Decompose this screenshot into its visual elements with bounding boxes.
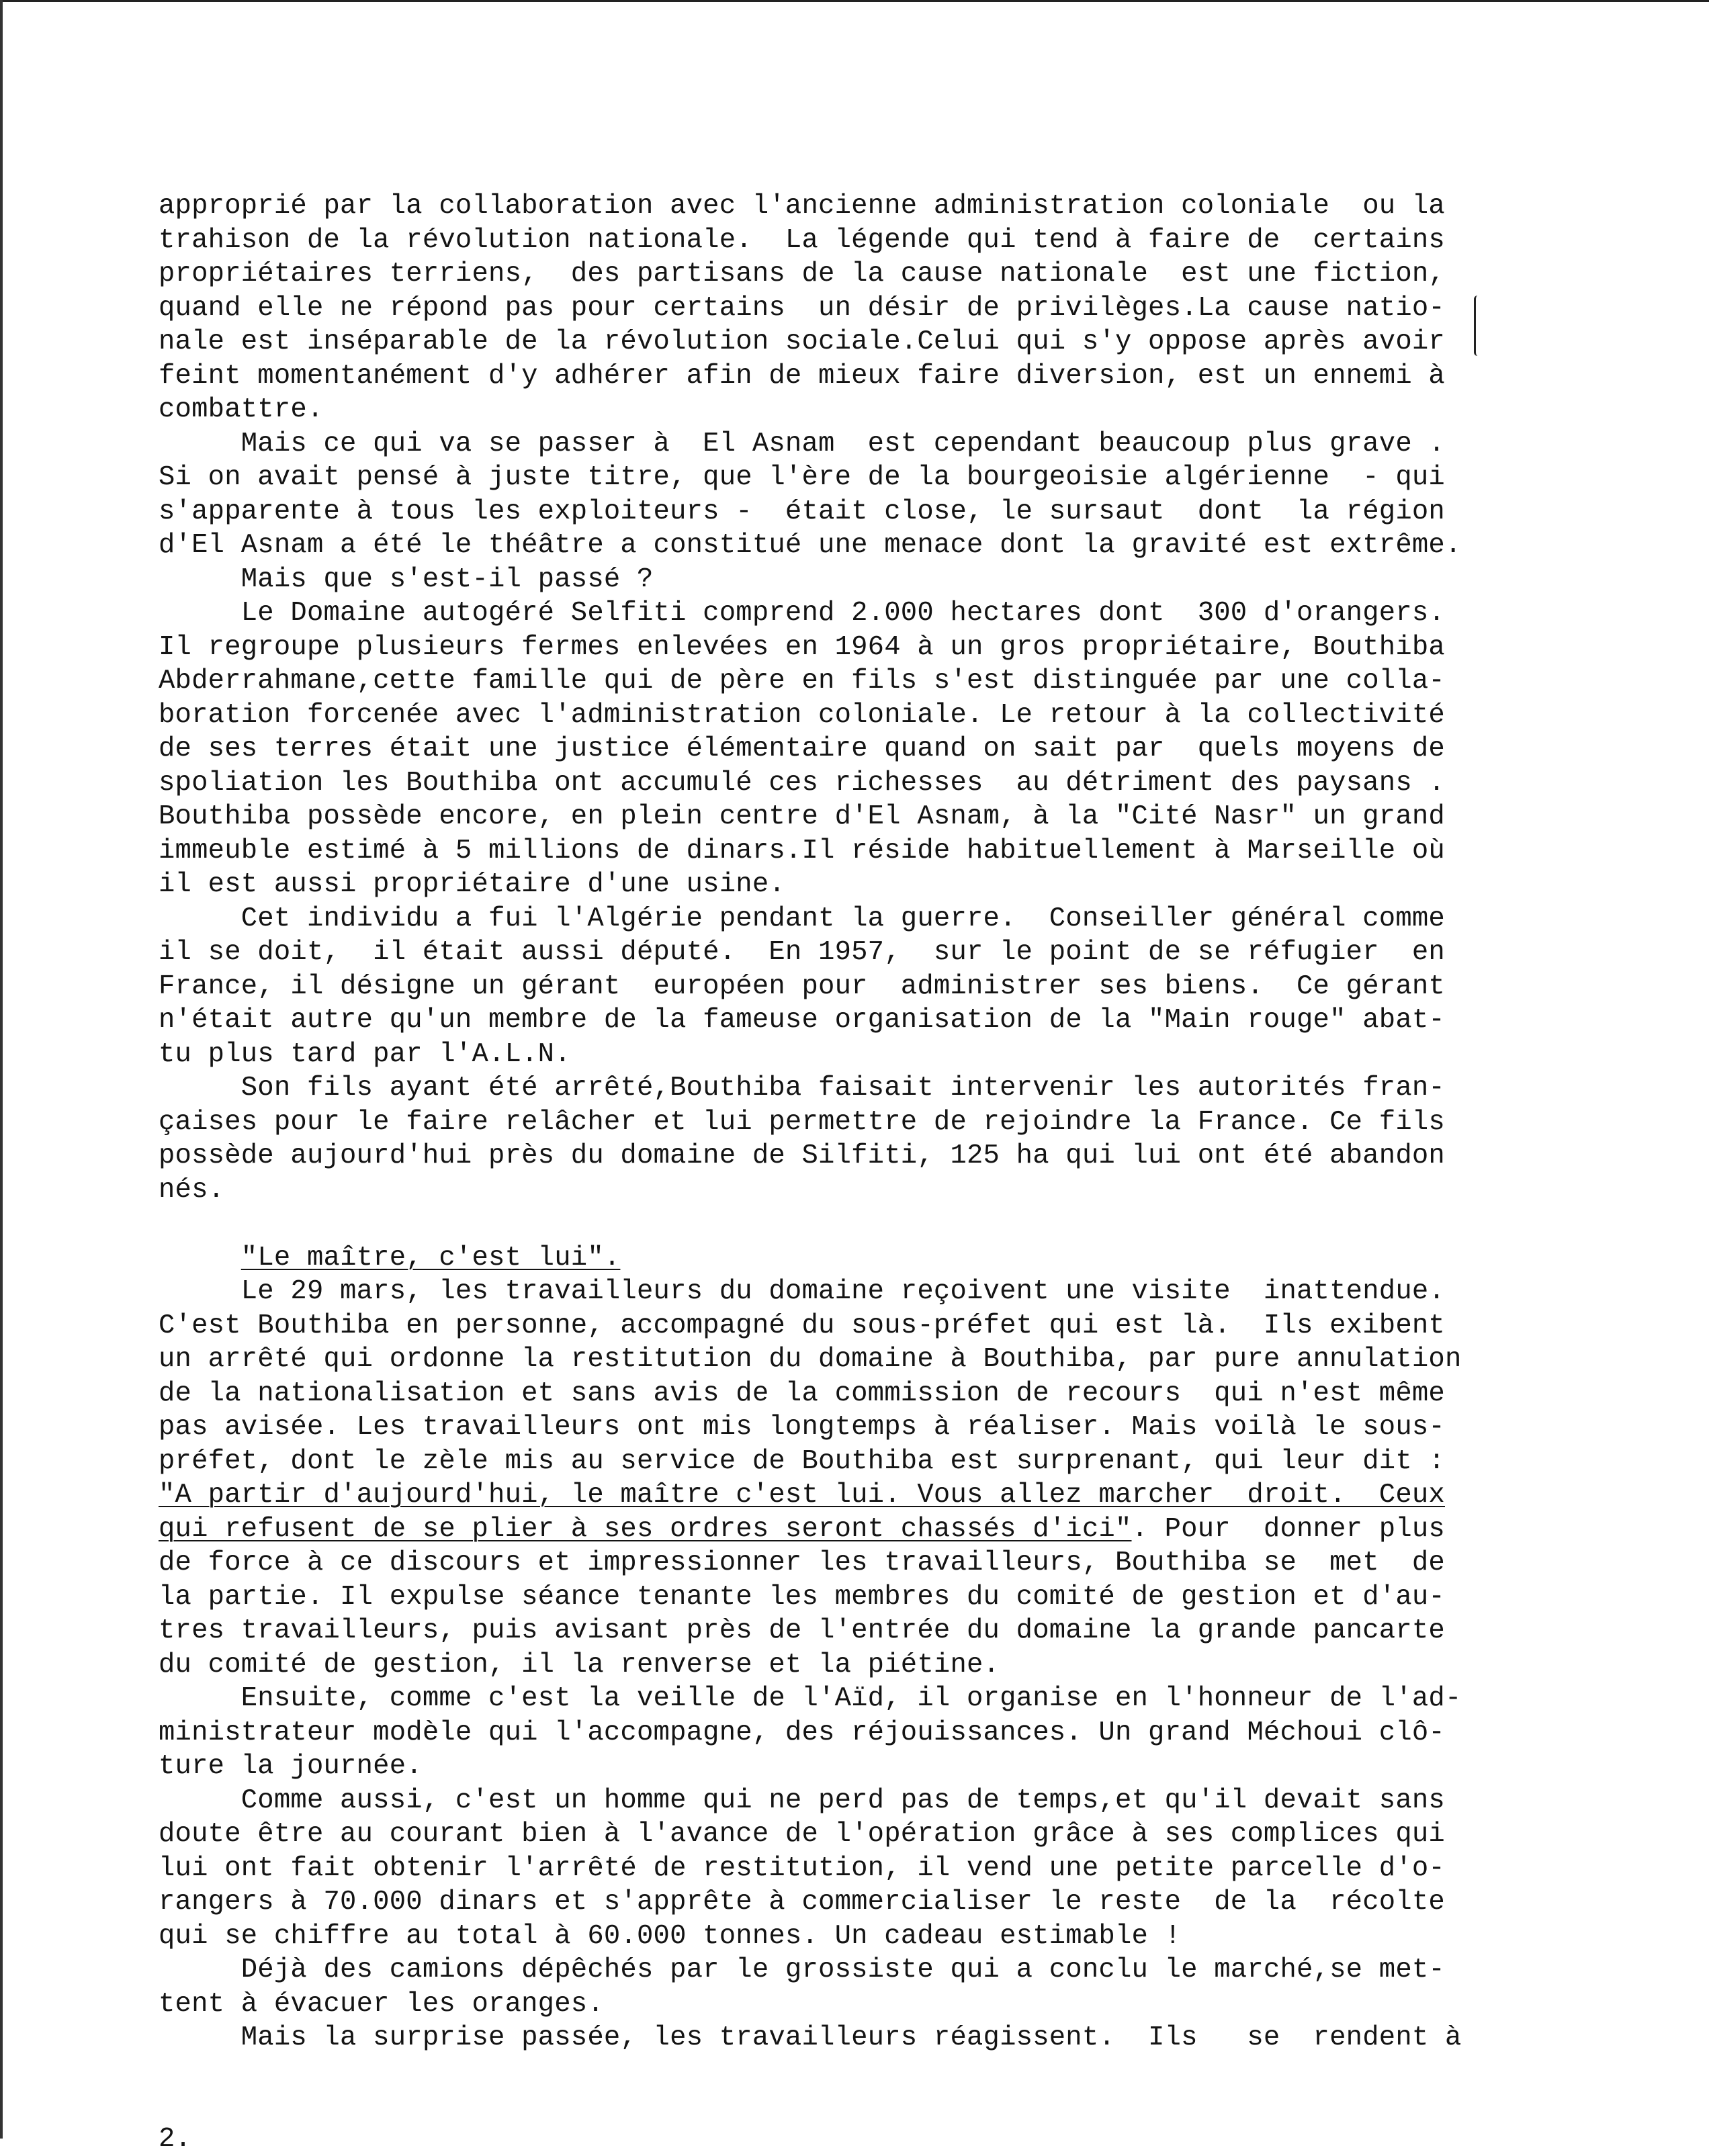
paragraph: [159, 427, 1502, 563]
text-line: Cet individu a fui l'Algérie pendant la guerre. Conseiller général comme: [159, 903, 1445, 934]
text-line: de ses terres était une justice élémentaire quand on sait par quels moyens de: [159, 733, 1445, 764]
text-line: feint momentanément d'y adhérer afin de mieux faire diversion, est un ennemi à: [159, 360, 1445, 392]
paragraph: [159, 1953, 1502, 2021]
text-line: d'El Asnam a été le théâtre a constitué une menace dont la gravité est extrême.: [159, 530, 1462, 561]
text-line: la partie. Il expulse séance tenante les membres du comité de gestion et d'au-: [159, 1581, 1445, 1613]
text-line: de la nationalisation et sans avis de la commission de recours qui n'est même: [159, 1378, 1445, 1409]
paragraph: [159, 1275, 1502, 1478]
text-line: approprié par la collaboration avec l'ancienne administration coloniale ou la: [159, 191, 1445, 222]
text-line: Il regroupe plusieurs fermes enlevées en 1964 à un gros propriétaire, Bouthiba: [159, 631, 1445, 663]
text-line: préfet, dont le zèle mis au service de Bouthiba est surprenant, qui leur dit :: [159, 1445, 1445, 1477]
text-line: nale est inséparable de la révolution sociale.Celui qui s'y oppose après avoir: [159, 326, 1445, 357]
page-number: 2.: [159, 2124, 191, 2155]
text-line: un arrêté qui ordonne la restitution du domaine à Bouthiba, par pure annulation: [159, 1344, 1462, 1375]
text-line: Si on avait pensé à juste titre, que l'ère de la bourgeoisie algérienne - qui: [159, 462, 1445, 493]
text-line: possède aujourd'hui près du domaine de Silfiti, 125 ha qui lui ont été abandon: [159, 1140, 1445, 1171]
text-line: combattre.: [159, 394, 324, 425]
text-line: trahison de la révolution nationale. La légende qui tend à faire de certains: [159, 224, 1445, 256]
text-line: du comité de gestion, il la renverse et la piétine.: [159, 1649, 1000, 1680]
text-line: tu plus tard par l'A.L.N.: [159, 1038, 571, 1070]
paragraph: [159, 596, 1502, 902]
text-line: quand elle ne répond pas pour certains un désir de privilèges.La cause natio-: [159, 292, 1445, 324]
text-line: France, il désigne un gérant européen pour administrer ses biens. Ce gérant: [159, 971, 1445, 1002]
quote-line: [159, 1513, 1502, 1547]
text-line: de force à ce discours et impressionner les travailleurs, Bouthiba se met de: [159, 1547, 1445, 1578]
text-line: n'était autre qu'un membre de la fameuse organisation de la "Main rouge" abat-: [159, 1005, 1445, 1036]
text-line: çaises pour le faire relâcher et lui permettre de rejoindre la France. Ce fils: [159, 1106, 1445, 1138]
text-line: propriétaires terriens, des partisans de la cause nationale est une fiction,: [159, 259, 1445, 289]
text-line: Comme aussi, c'est un homme qui ne perd pas de temps,et qu'il devait sans: [159, 1785, 1445, 1816]
text-line: qui se chiffre au total à 60.000 tonnes. Un cadeau estimable !: [159, 1920, 1182, 1952]
blank-line: [159, 1207, 1502, 1241]
text-line: C'est Bouthiba en personne, accompagné du sous-préfet qui est là. Ils exibent: [159, 1310, 1445, 1341]
paragraph: [159, 1784, 1502, 1954]
text-line: immeuble estimé à 5 millions de dinars.Il réside habituellement à Marseille où: [159, 835, 1445, 866]
text-line: rangers à 70.000 dinars et s'apprête à commercialiser le reste de la récolte: [159, 1887, 1445, 1918]
text-line: doute être au courant bien à l'avance de l'opération grâce à ses complices qui: [159, 1819, 1445, 1850]
text-line: Le Domaine autogéré Selfiti comprend 2.000 hectares dont 300 d'orangers.: [159, 598, 1445, 629]
text-line: pas avisée. Les travailleurs ont mis longtemps à réaliser. Mais voilà le sous-: [159, 1412, 1445, 1443]
text-line: il se doit, il était aussi député. En 1957, sur le point de se réfugier en: [159, 937, 1445, 968]
text-line: tent à évacuer les oranges.: [159, 1988, 604, 2020]
paragraph: [159, 902, 1502, 1072]
text-line: Bouthiba possède encore, en plein centre d'El Asnam, à la "Cité Nasr" un grand: [159, 801, 1445, 832]
text-line: nés.: [159, 1174, 225, 1206]
text-line: Son fils ayant été arrêté,Bouthiba faisait intervenir les autorités fran-: [159, 1073, 1445, 1104]
text-line: Mais que s'est-il passé ?: [159, 564, 654, 595]
page-top-edge: [0, 0, 1709, 7]
text-line: s'apparente à tous les exploiteurs - était close, le sursaut dont la région: [159, 496, 1445, 527]
text-line: Mais la surprise passée, les travailleurs réagissent. Ils se rendent à: [159, 2022, 1462, 2053]
section-heading-text: "Le maître, c'est lui".: [240, 1242, 621, 1273]
text-line: ministrateur modèle qui l'accompagne, des réjouissances. Un grand Méchoui clô-: [159, 1717, 1445, 1748]
paragraph: [159, 1071, 1502, 1207]
text-line: lui ont fait obtenir l'arrêté de restitution, il vend une petite parcelle d'o-: [159, 1852, 1445, 1884]
paragraph: [159, 1546, 1502, 1682]
text-line: Le 29 mars, les travailleurs du domaine reçoivent une visite inattendue.: [159, 1276, 1445, 1307]
quote-trailing-text: . Pour donner plus: [1131, 1513, 1445, 1545]
paragraph: [159, 2021, 1502, 2055]
paragraph: [159, 189, 1502, 427]
page-left-edge: [0, 0, 9, 2139]
text-line: Ensuite, comme c'est la veille de l'Aïd, il organise en l'honneur de l'ad-: [159, 1683, 1462, 1714]
text-line: il est aussi propriétaire d'une usine.: [159, 869, 785, 900]
text-line: spoliation les Bouthiba ont accumulé ces richesses au détriment des paysans .: [159, 767, 1445, 799]
text-line: Déjà des camions dépêchés par le grossiste qui a conclu le marché,se met-: [159, 1955, 1445, 1985]
paragraph: [159, 563, 1502, 597]
quote-underlined-text: qui refusent de se plier à ses ordres seront chassés d'ici": [159, 1513, 1132, 1545]
text-line: ture la journée.: [159, 1751, 423, 1782]
quote-line: "A partir d'aujourd'hui, le maître c'est lui. Vous allez marcher droit. Ceux: [159, 1480, 1445, 1511]
text-line: Abderrahmane,cette famille qui de père en fils s'est distinguée par une colla-: [159, 666, 1445, 697]
text-line: boration forcenée avec l'administration coloniale. Le retour à la collectivité: [159, 699, 1445, 731]
section-heading: [159, 1241, 1502, 1275]
paragraph: [159, 1682, 1502, 1784]
text-line: Mais ce qui va se passer à El Asnam est cependant beaucoup plus grave .: [159, 428, 1445, 459]
text-line: tres travailleurs, puis avisant près de l'entrée du domaine la grande pancarte: [159, 1615, 1445, 1646]
document-body: [159, 189, 1502, 2055]
